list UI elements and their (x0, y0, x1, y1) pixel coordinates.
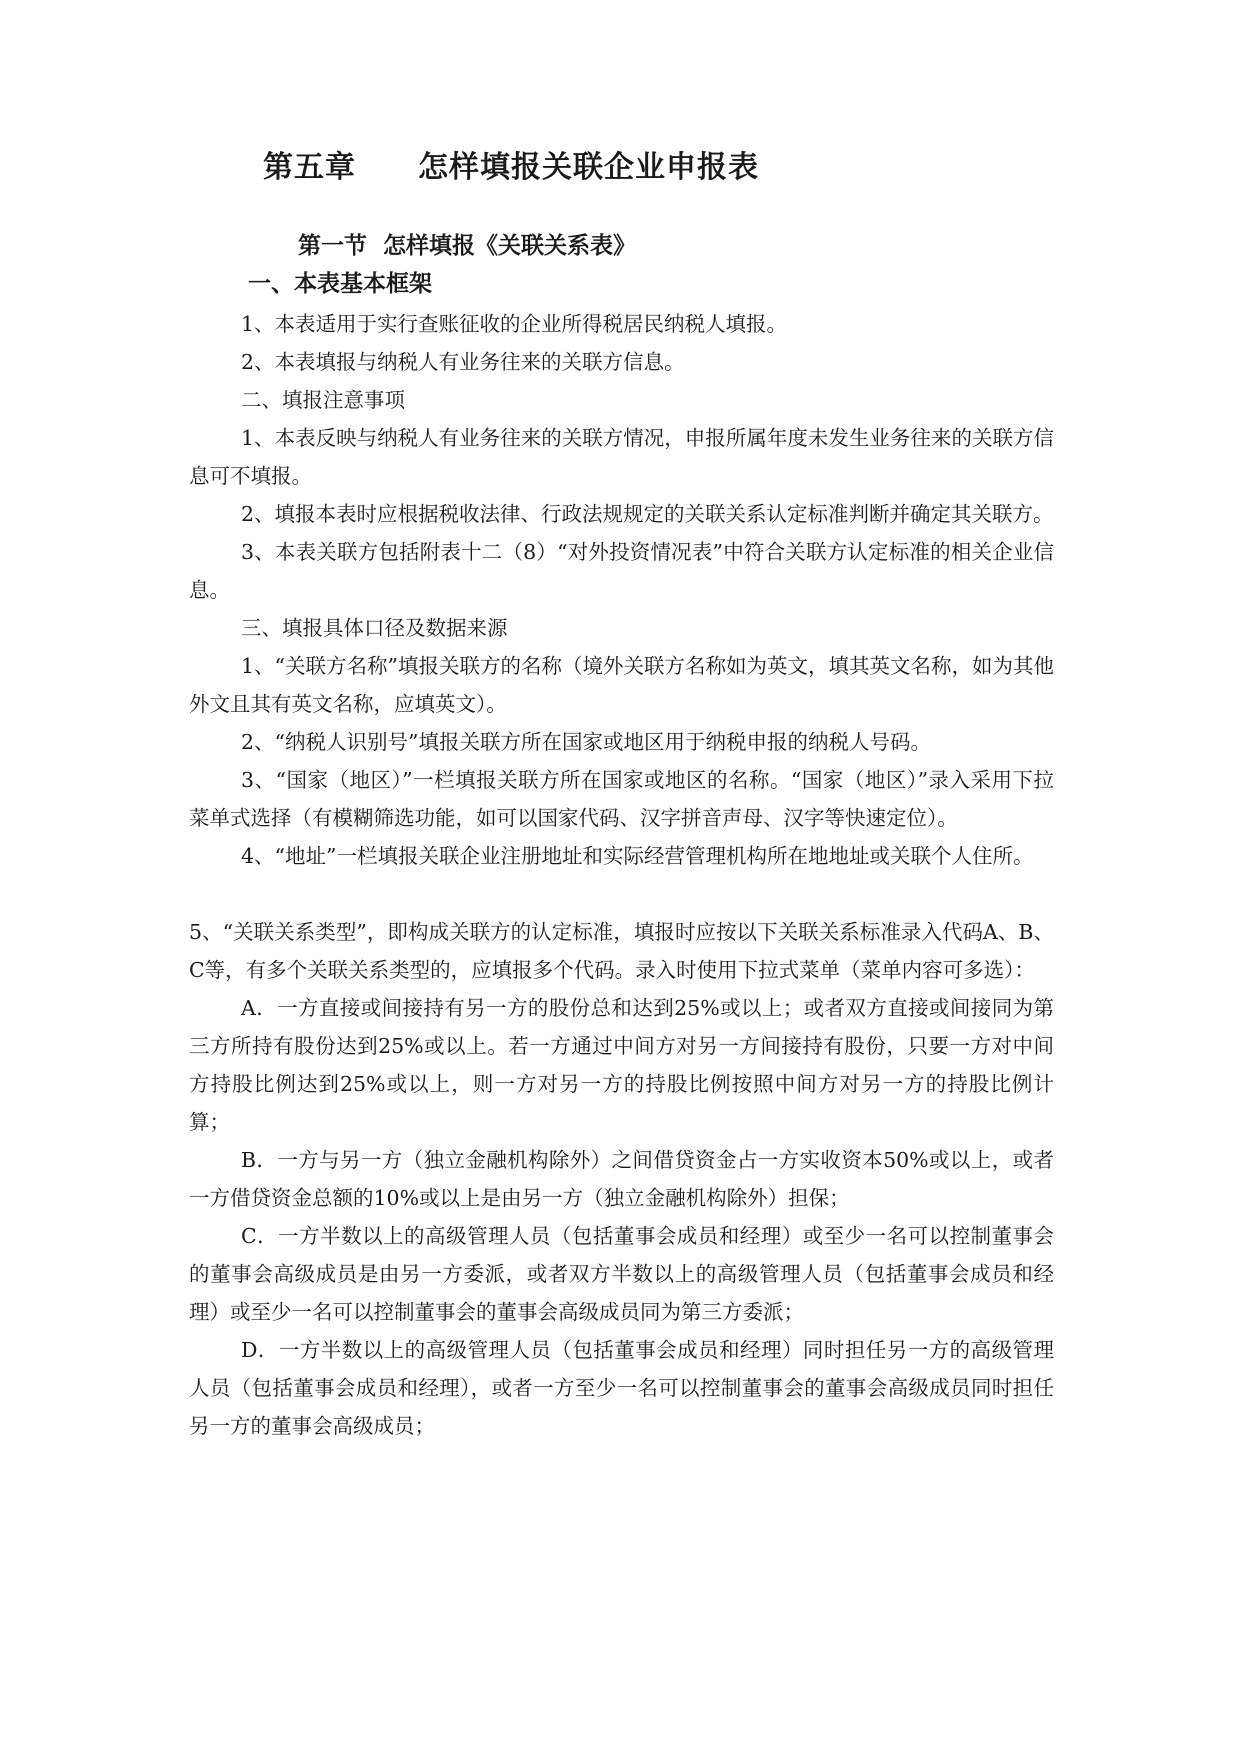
paragraph: 2、本表填报与纳税人有业务往来的关联方信息。 (241, 350, 685, 374)
document-body (189, 305, 1054, 1445)
section-heading: 三、填报具体口径及数据来源 (241, 616, 508, 640)
sub-heading-framework: 一、本表基本框架 (248, 270, 432, 297)
paragraph: 3、“国家（地区）”一栏填报关联方所在国家或地区的名称。“国家（地区）”录入采用下拉菜单式选择（有模糊筛选功能，如可以国家代码、汉字拼音声母、汉字等快速定位）。 (189, 768, 1054, 830)
paragraph: 1、“关联方名称”填报关联方的名称（境外关联方名称如为英文，填其英文名称，如为其他外文且其有英文名称，应填英文）。 (189, 654, 1055, 716)
paragraph: 2、填报本表时应根据税收法律、行政法规规定的关联关系认定标准判断并确定其关联方。 (241, 502, 1054, 526)
paragraph: 1、本表反映与纳税人有业务往来的关联方情况，申报所属年度未发生业务往来的关联方信息可不填报。 (189, 426, 1054, 488)
paragraph: 1、本表适用于实行查账征收的企业所得税居民纳税人填报。 (241, 312, 788, 336)
list-item: D．一方半数以上的高级管理人员（包括董事会成员和经理）同时担任另一方的高级管理人员（包括董事会成员和经理），或者一方至少一名可以控制董事会的董事会高级成员同时担任另一方的董事会高级成员； (189, 1338, 1054, 1438)
list-item: C．一方半数以上的高级管理人员（包括董事会成员和经理）或至少一名可以控制董事会的董事会高级成员是由另一方委派，或者双方半数以上的高级管理人员（包括董事会成员和经理）或至少一名可以控制董事会的董事会高级成员同为第三方委派； (189, 1224, 1054, 1324)
paragraph: 3、本表关联方包括附表十二（8）“对外投资情况表”中符合关联方认定标准的相关企业信息。 (189, 540, 1054, 602)
section-heading: 二、填报注意事项 (241, 388, 405, 412)
list-item: B．一方与另一方（独立金融机构除外）之间借贷资金占一方实收资本50%或以上，或者一方借贷资金总额的10%或以上是由另一方（独立金融机构除外）担保； (189, 1148, 1054, 1210)
paragraph: 5、“关联关系类型”，即构成关联方的认定标准，填报时应按以下关联关系标准录入代码A、B、C等，有多个关联关系类型的，应填报多个代码。录入时使用下拉式菜单（菜单内容可多选）： (189, 920, 1054, 982)
list-item: A．一方直接或间接持有另一方的股份总和达到25%或以上；或者双方直接或间接同为第三方所持有股份达到25%或以上。若一方通过中间方对另一方间接持有股份，只要一方对中间方持股比例达到25%或以上，则一方对另一方的持股比例按照中间方对另一方的持股比例计算； (189, 996, 1054, 1134)
paragraph: 2、“纳税人识别号”填报关联方所在国家或地区用于纳税申报的纳税人号码。 (241, 730, 932, 754)
paragraph: 4、“地址”一栏填报关联企业注册地址和实际经营管理机构所在地地址或关联个人住所。 (241, 844, 1034, 868)
section-title: 第一节 怎样填报《关联关系表》 (298, 232, 637, 259)
chapter-title: 第五章 怎样填报关联企业申报表 (263, 150, 759, 185)
